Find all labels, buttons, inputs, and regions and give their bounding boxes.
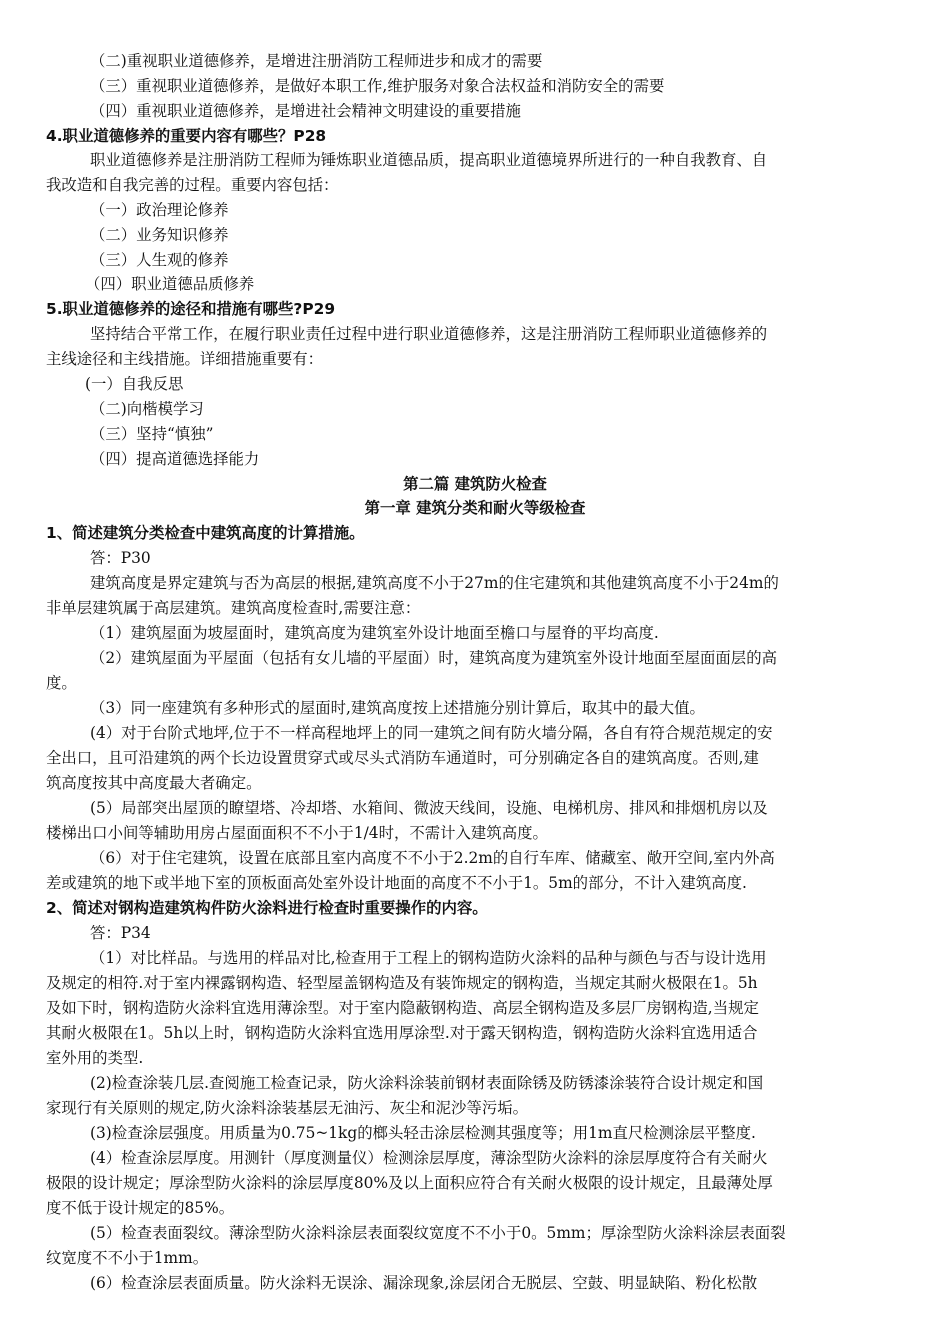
- text-line: 全出口，且可沿建筑的两个长边设置贯穿式或尽头式消防车通道时，可分别确定各自的建筑高度。否则,建: [46, 749, 759, 767]
- text-line: (5）检查表面裂纹。薄涂型防火涂料涂层表面裂纹宽度不不小于0。5mm；厚涂型防火涂料涂层表面裂: [90, 1224, 786, 1242]
- text-line: 职业道德修养是注册消防工程师为锤炼职业道德品质，提高职业道德境界所进行的一种自我教育、自: [90, 151, 768, 169]
- text-line: 及如下时，钢构造防火涂料宜选用薄涂型。对于室内隐蔽钢构造、高层全钢构造及多层厂房钢构造,当规定: [46, 999, 759, 1017]
- text-line: 楼梯出口小间等辅助用房占屋面面积不不小于1/4时，不需计入建筑高度。: [46, 824, 548, 842]
- text-line: 度。: [46, 674, 77, 692]
- text-line: 纹宽度不不小于1mm。: [46, 1249, 209, 1267]
- text-line: (2)检查涂装几层.查阅施工检查记录，防火涂料涂装前钢材表面除锈及防锈漆涂装符合设计规定和国: [90, 1074, 764, 1092]
- text-line: （1）建筑屋面为坡屋面时，建筑高度为建筑室外设计地面至檐口与屋脊的平均高度.: [90, 624, 659, 642]
- text-line: （四）提高道德选择能力: [90, 450, 260, 468]
- text-line: 我改造和自我完善的过程。重要内容包括：: [46, 176, 339, 194]
- text-line: （四）重视职业道德修养，是增进社会精神文明建设的重要措施: [90, 102, 521, 120]
- text-line: 答：P34: [90, 924, 151, 942]
- text-line: 其耐火极限在1。5h以上时，钢构造防火涂料宜选用厚涂型.对于露天钢构造，钢构造防火涂料宜选用适合: [46, 1024, 758, 1042]
- question-heading: 1、简述建筑分类检查中建筑高度的计算措施。: [46, 524, 365, 542]
- text-line: （三）人生观的修养: [90, 251, 229, 269]
- text-line: (4）对于台阶式地坪,位于不一样高程地坪上的同一建筑之间有防火墙分隔，各自有符合规范规定的安: [90, 724, 773, 742]
- text-line: 答：P30: [90, 549, 151, 567]
- text-line: (一）自我反思: [85, 375, 184, 393]
- text-line: （四）职业道德品质修养: [85, 275, 255, 293]
- text-line: 差或建筑的地下或半地下室的顶板面高处室外设计地面的高度不不小于1。5m的部分，不计入建筑高度.: [46, 874, 747, 892]
- text-line: （1）对比样品。与选用的样品对比,检查用于工程上的钢构造防火涂料的品种与颜色与否与设计选用: [90, 949, 767, 967]
- text-line: 家现行有关原则的规定,防火涂料涂装基层无油污、灰尘和泥沙等污垢。: [46, 1099, 529, 1117]
- section-heading: 第一章 建筑分类和耐火等级检查: [364, 499, 586, 517]
- text-line: （三）重视职业道德修养，是做好本职工作,维护服务对象合法权益和消防安全的需要: [90, 77, 665, 95]
- text-line: 极限的设计规定；厚涂型防火涂料的涂层厚度80%及以上面积应符合有关耐火极限的设计规定，且最薄处厚: [46, 1174, 773, 1192]
- text-line: （一）政治理论修养: [90, 201, 229, 219]
- text-line: (6）检查涂层表面质量。防火涂料无误涂、漏涂现象,涂层闭合无脱层、空鼓、明显缺陷、粉化松散: [90, 1274, 758, 1292]
- question-heading: 5.职业道德修养的途径和措施有哪些?P29: [46, 300, 336, 318]
- text-line: （6）对于住宅建筑，设置在底部且室内高度不不小于2.2m的自行车库、储藏室、敞开空间,室内外高: [90, 849, 775, 867]
- text-line: 及规定的相符.对于室内裸露钢构造、轻型屋盖钢构造及有装饰规定的钢构造，当规定其耐火极限在1。5h: [46, 974, 758, 992]
- text-line: (3)检查涂层强度。用质量为0.75~1kg的榔头轻击涂层检测其强度等；用1m直尺检测涂层平整度.: [90, 1124, 756, 1142]
- text-line: (4）检查涂层厚度。用测针（厚度测量仪）检测涂层厚度，薄涂型防火涂料的涂层厚度符合有关耐火: [90, 1149, 768, 1167]
- text-line: 建筑高度是界定建筑与否为高层的根据,建筑高度不小于27m的住宅建筑和其他建筑高度不小于24m的: [90, 574, 779, 592]
- text-line: （二)重视职业道德修养，是增进注册消防工程师进步和成才的需要: [90, 52, 543, 70]
- text-line: 坚持结合平常工作，在履行职业责任过程中进行职业道德修养，这是注册消防工程师职业道德修养的: [90, 325, 768, 343]
- question-heading: 4.职业道德修养的重要内容有哪些？P28: [46, 127, 327, 145]
- text-line: (5）局部突出屋顶的瞭望塔、冷却塔、水箱间、微波天线间，设施、电梯机房、排风和排烟机房以及: [90, 799, 768, 817]
- text-line: （二)向楷模学习: [90, 400, 204, 418]
- text-line: （3）同一座建筑有多种形式的屋面时,建筑高度按上述措施分别计算后，取其中的最大值。: [90, 699, 705, 717]
- section-heading: 第二篇 建筑防火检查: [403, 475, 547, 493]
- text-line: 非单层建筑属于高层建筑。建筑高度检查时,需要注意：: [46, 599, 421, 617]
- text-line: 度不低于设计规定的85%。: [46, 1199, 235, 1217]
- text-line: （三）坚持“慎独”: [90, 425, 214, 443]
- text-line: （二）业务知识修养: [90, 226, 229, 244]
- text-line: 室外用的类型.: [46, 1049, 144, 1067]
- text-line: 主线途径和主线措施。详细措施重要有：: [46, 350, 324, 368]
- text-line: （2）建筑屋面为平屋面（包括有女儿墙的平屋面）时，建筑高度为建筑室外设计地面至屋面面层的高: [90, 649, 777, 667]
- question-heading: 2、简述对钢构造建筑构件防火涂料进行检查时重要操作的内容。: [46, 899, 488, 917]
- text-line: 筑高度按其中高度最大者确定。: [46, 774, 262, 792]
